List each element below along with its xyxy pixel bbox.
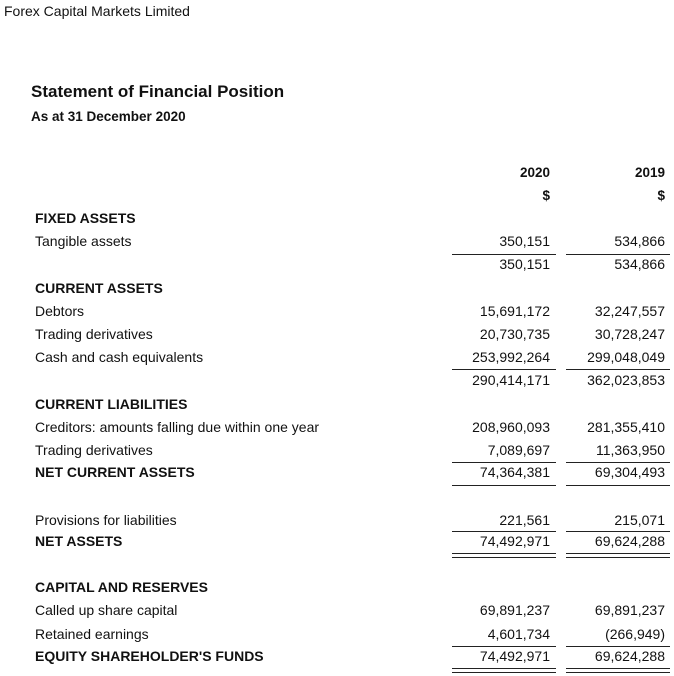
- value-2020: 20,730,735: [479, 326, 550, 342]
- value-2019: 281,355,410: [587, 419, 665, 435]
- value-2019: 215,071: [614, 512, 665, 528]
- row-retained-earnings: [0, 626, 674, 646]
- row-current-liabilities: [0, 396, 674, 416]
- subtotal-rule: [452, 646, 556, 647]
- value-2020: 74,492,971: [479, 648, 550, 664]
- value-2019: 362,023,853: [587, 372, 665, 388]
- row-label: Creditors: amounts falling due within one year: [35, 419, 320, 435]
- row-label: Cash and cash equivalents: [35, 349, 204, 365]
- value-2019: 69,304,493: [594, 464, 665, 480]
- col-2020-currency: $: [542, 188, 550, 203]
- total-rule: [452, 485, 556, 486]
- col-2020-year: 2020: [519, 165, 550, 180]
- subtotal-rule: [566, 254, 670, 255]
- value-2019: 69,624,288: [594, 648, 665, 664]
- row-net-current-assets: [0, 464, 674, 484]
- row-fixed-assets: [0, 210, 674, 230]
- row-share-capital: [0, 602, 674, 622]
- subtotal-rule: [452, 369, 556, 370]
- statement-date: As at 31 December 2020: [31, 109, 186, 124]
- value-2020: 7,089,697: [487, 442, 550, 458]
- value-2020: 4,601,734: [487, 626, 550, 642]
- row-label: Retained earnings: [35, 626, 149, 642]
- value-2019: (266,949): [605, 626, 665, 642]
- row-trading-derivatives-liabilities: [0, 442, 674, 462]
- value-2020: 221,561: [499, 512, 550, 528]
- company-name: Forex Capital Markets Limited: [4, 3, 190, 19]
- subtotal-rule: [566, 462, 670, 463]
- row-trading-derivatives-assets: [0, 326, 674, 346]
- double-total-rule: [452, 668, 556, 673]
- value-2019: 30,728,247: [594, 326, 665, 342]
- value-2020: 74,364,381: [479, 464, 550, 480]
- value-2020: 69,891,237: [479, 602, 550, 618]
- row-label: NET CURRENT ASSETS: [35, 464, 195, 480]
- value-2019: 534,866: [614, 256, 665, 272]
- double-total-rule: [566, 553, 670, 558]
- row-label: CAPITAL AND RESERVES: [35, 579, 208, 595]
- value-2020: 253,992,264: [472, 349, 550, 365]
- subtotal-rule: [452, 531, 556, 532]
- row-label: NET ASSETS: [35, 533, 123, 549]
- row-tangible-assets: [0, 233, 674, 253]
- value-2019: 69,891,237: [594, 602, 665, 618]
- row-label: Tangible assets: [35, 233, 132, 249]
- statement-title: Statement of Financial Position: [31, 82, 285, 101]
- row-capital-reserves: [0, 579, 674, 599]
- row-provisions: [0, 512, 674, 532]
- value-2020: 290,414,171: [472, 372, 550, 388]
- row-label: Trading derivatives: [35, 442, 153, 458]
- value-2019: 11,363,950: [595, 442, 665, 458]
- row-label: CURRENT ASSETS: [35, 280, 163, 296]
- subtotal-rule: [566, 531, 670, 532]
- value-2020: 208,960,093: [472, 419, 550, 435]
- row-net-assets: [0, 533, 674, 553]
- subtotal-rule: [566, 646, 670, 647]
- row-label: Debtors: [35, 303, 85, 319]
- row-label: Trading derivatives: [35, 326, 153, 342]
- value-2019: 69,624,288: [594, 533, 665, 549]
- double-total-rule: [566, 668, 670, 673]
- row-fixed-assets-total: [0, 256, 674, 276]
- row-label: Called up share capital: [35, 602, 178, 618]
- total-rule: [566, 485, 670, 486]
- value-2020: 74,492,971: [479, 533, 550, 549]
- subtotal-rule: [452, 462, 556, 463]
- col-2019-year: 2019: [634, 165, 665, 180]
- subtotal-rule: [566, 369, 670, 370]
- row-creditors: [0, 419, 674, 439]
- value-2019: 32,247,557: [594, 303, 665, 319]
- row-debtors: [0, 303, 674, 323]
- value-2019: 534,866: [614, 233, 665, 249]
- row-label: FIXED ASSETS: [35, 210, 136, 226]
- value-2020: 15,691,172: [479, 303, 550, 319]
- row-cash: [0, 349, 674, 369]
- value-2020: 350,151: [499, 233, 550, 249]
- row-label: EQUITY SHAREHOLDER'S FUNDS: [35, 648, 264, 664]
- value-2019: 299,048,049: [587, 349, 665, 365]
- row-current-assets-total: [0, 372, 674, 392]
- row-label: Provisions for liabilities: [35, 512, 177, 528]
- row-label: CURRENT LIABILITIES: [35, 396, 188, 412]
- row-current-assets: [0, 280, 674, 300]
- subtotal-rule: [452, 254, 556, 255]
- double-total-rule: [452, 553, 556, 558]
- col-2019-currency: $: [657, 188, 665, 203]
- value-2020: 350,151: [499, 256, 550, 272]
- row-equity-funds: [0, 648, 674, 668]
